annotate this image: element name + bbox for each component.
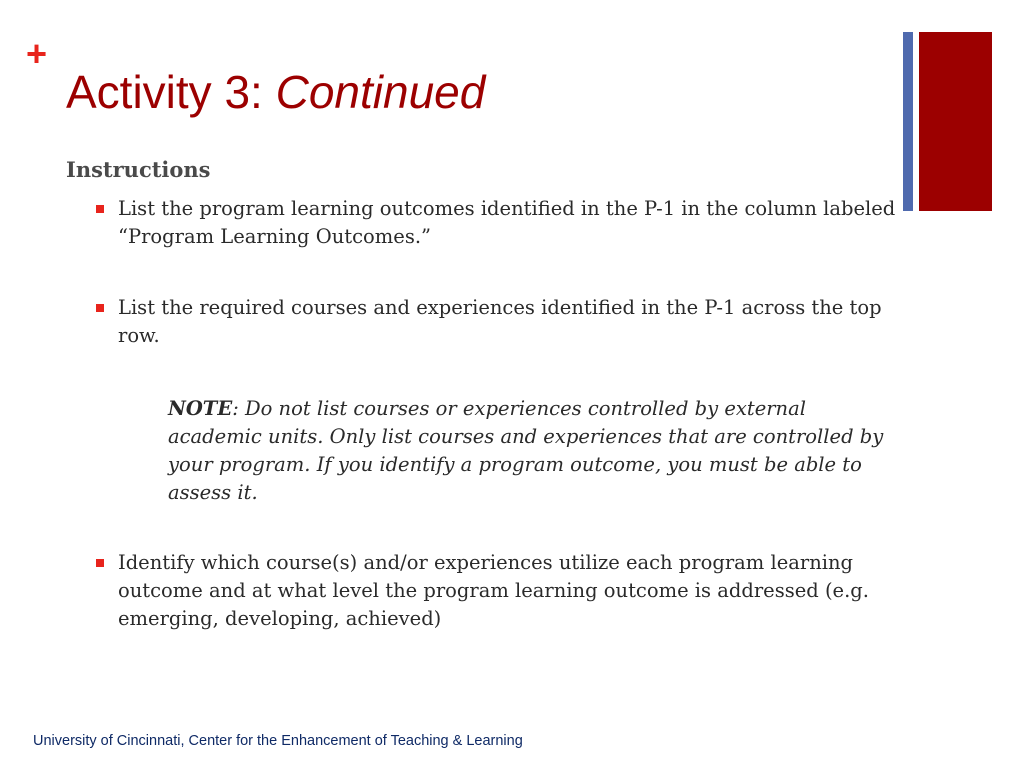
decorative-blue-bar (903, 32, 913, 211)
bullet-text: List the required courses and experiences identified in the P-1 across the top row. (118, 296, 882, 347)
note-label: NOTE (168, 397, 233, 420)
list-item (96, 549, 896, 633)
square-bullet-icon (96, 304, 104, 312)
bullet-text: Identify which course(s) and/or experiences utilize each program learning outcome and at what level the program learning outcome is addressed (e.g. emerging, developing, achieved) (118, 551, 869, 630)
list-item (96, 294, 896, 350)
decorative-red-block (919, 32, 992, 211)
note-text: : Do not list courses or experiences controlled by external academic units. Only list courses and experiences that are controlled by your program. If you identify a program outcome, you must be able to assess it. (168, 397, 884, 504)
plus-icon: + (26, 33, 48, 74)
list-item (96, 195, 896, 251)
slide-title (66, 62, 485, 122)
note-paragraph (168, 395, 898, 507)
square-bullet-icon (96, 205, 104, 213)
square-bullet-icon (96, 559, 104, 567)
bullet-text: List the program learning outcomes identified in the P-1 in the column labeled “Program Learning Outcomes.” (118, 197, 896, 248)
instructions-heading: Instructions (66, 157, 211, 182)
footer-credit: University of Cincinnati, Center for the Enhancement of Teaching & Learning (33, 733, 523, 749)
title-regular: Activity 3: (66, 66, 276, 118)
title-italic: Continued (275, 66, 486, 118)
